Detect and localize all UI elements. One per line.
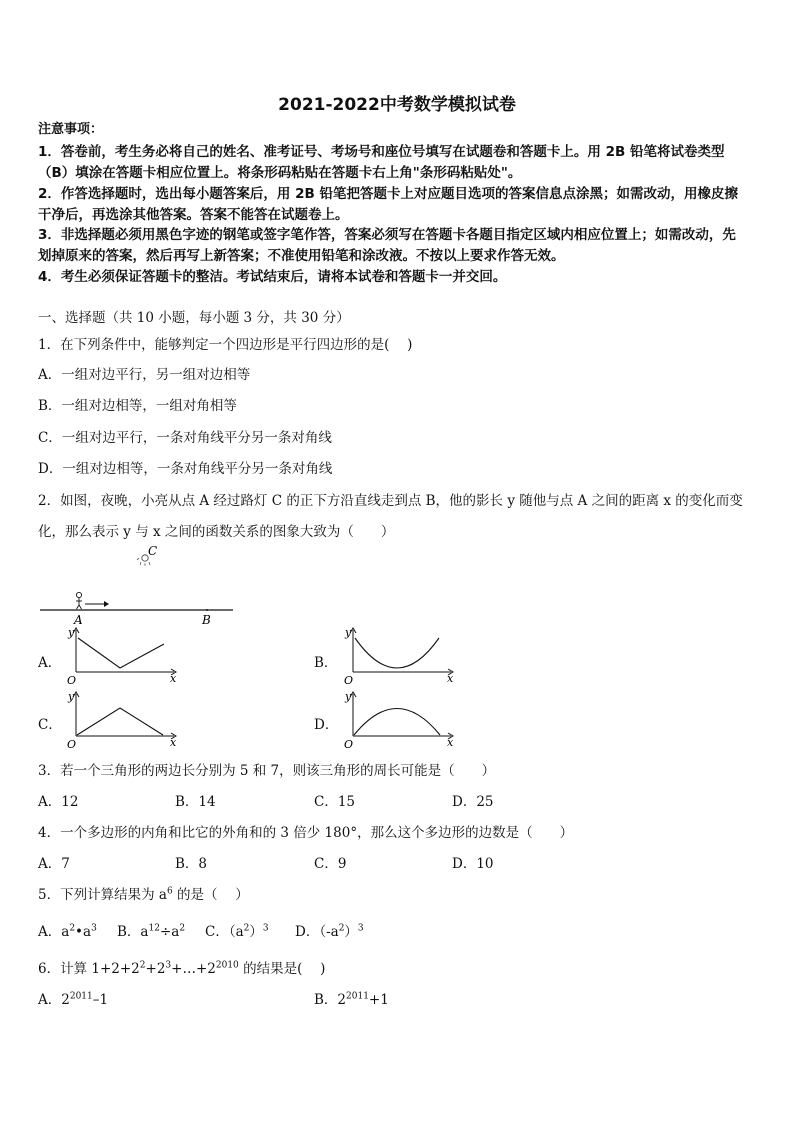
q2-stem-line-1: 2．如图，夜晚，小亮从点 A 经过路灯 C 的正下方沿直线走到点 B，他的影长 y 随他与点 A 之间的距离 x 的变化而变 <box>38 493 743 509</box>
q4-option-c: C．9 <box>314 856 347 872</box>
q2-option-c-label: C． <box>38 717 62 733</box>
q2-scene-figure <box>38 542 238 628</box>
q1-option-d: D．一组对边相等，一条对角线平分另一条对角线 <box>38 461 333 477</box>
person-icon <box>76 592 82 609</box>
q3-stem: 3．若一个三角形的两边长分别为 5 和 7，则该三角形的周长可能是（ ） <box>38 763 496 779</box>
svg-text:x: x <box>447 736 454 749</box>
q1-option-c: C．一组对边平行，一条对角线平分另一条对角线 <box>38 430 332 446</box>
q4-option-b: B．8 <box>175 856 208 872</box>
q4-option-d: D．10 <box>452 856 494 872</box>
notes-line-3: 2．作答选择题时，选出每小题答案后，用 2B 铅笔把答题卡上对应题目选项的答案信息点涂黑；如需改动，用橡皮擦 <box>38 186 738 202</box>
q6-option-a: A．$2^{2011}-1$ <box>38 991 109 1008</box>
q4-option-a: A．7 <box>38 856 70 872</box>
q2-option-d-label: D． <box>314 717 339 733</box>
q6-option-b: B．$2^{2011}+1$ <box>314 991 389 1008</box>
svg-text:O: O <box>67 674 77 686</box>
point-b-label: B <box>202 613 211 627</box>
q3-option-b: B．14 <box>175 794 216 810</box>
q5-option-b: B．$a^{12}\div a^2$ <box>117 923 186 940</box>
q5-option-a: A．$a^2•a^3$ <box>38 923 97 940</box>
q4-stem: 4．一个多边形的内角和比它的外角和的 3 倍少 180°，那么这个多边形的边数是（ ） <box>38 825 574 841</box>
page-title: 2021-2022中考数学模拟试卷 <box>278 95 516 115</box>
svg-text:O: O <box>344 674 354 686</box>
q2-graph-c <box>62 688 182 750</box>
svg-text:x: x <box>170 672 177 685</box>
svg-text:x: x <box>447 672 454 685</box>
svg-text:y: y <box>345 626 352 639</box>
q2-graph-a <box>62 624 182 686</box>
q3-option-c: C．15 <box>314 794 356 810</box>
q2-graph-b <box>339 624 459 686</box>
point-c-label: C <box>148 544 158 558</box>
q2-stem-line-2: 化，那么表示 y 与 x 之间的函数关系的图象大致为（ ） <box>38 524 395 540</box>
svg-text:O: O <box>67 738 77 750</box>
svg-text:x: x <box>170 736 177 749</box>
q6-stem: 6．计算 $1+2+2^2+2^3+\dots+2^{2010}$ 的结果是( ) <box>38 960 326 977</box>
q5-stem: 5．下列计算结果为 $a^6$ 的是（ ） <box>38 886 249 903</box>
notes-line-7: 4．考生必须保证答题卡的整洁。考试结束后，请将本试卷和答题卡一并交回。 <box>38 269 507 285</box>
q2-option-b-label: B． <box>314 655 338 671</box>
q1-option-a: A．一组对边平行，另一组对边相等 <box>38 367 251 383</box>
notes-line-4: 干净后，再选涂其他答案。答案不能答在试题卷上。 <box>38 207 349 223</box>
arrow-icon <box>85 601 109 607</box>
q1-option-b: B．一组对边相等，一组对角相等 <box>38 398 237 414</box>
notes-line-5: 3．非选择题必须用黑色字迹的钢笔或签字笔作答，答案必须写在答题卡各题目指定区域内相应位置上；如需改动，先 <box>38 227 736 243</box>
q1-stem: 1．在下列条件中，能够判定一个四边形是平行四边形的是( ) <box>38 337 413 353</box>
svg-text:O: O <box>344 738 354 750</box>
notes-line-6: 划掉原来的答案，然后再写上新答案；不准使用铅笔和涂改液。不按以上要求作答无效。 <box>38 248 565 264</box>
svg-text:y: y <box>68 626 75 639</box>
svg-text:y: y <box>345 690 352 703</box>
notes-line-1: 1．答卷前，考生务必将自己的姓名、准考证号、考场号和座位号填写在试题卷和答题卡上。用 2B 铅笔将试卷类型 <box>38 144 725 160</box>
notes-heading: 注意事项： <box>38 122 104 137</box>
q2-option-a-label: A． <box>38 655 62 671</box>
section-heading: 一、选择题（共 10 小题，每小题 3 分，共 30 分） <box>38 310 350 326</box>
q5-option-d: D．$(-a^2)^3$ <box>295 923 364 940</box>
point-a-label: A <box>74 613 83 627</box>
q3-option-d: D．25 <box>452 794 494 810</box>
q3-option-a: A．12 <box>38 794 79 810</box>
q5-option-c: C．$(a^2)^3$ <box>205 923 269 940</box>
q2-graph-d <box>339 688 459 750</box>
notes-line-2: （B）填涂在答题卡相应位置上。将条形码粘贴在答题卡右上角"条形码粘贴处"。 <box>38 165 522 181</box>
svg-text:y: y <box>68 690 75 703</box>
